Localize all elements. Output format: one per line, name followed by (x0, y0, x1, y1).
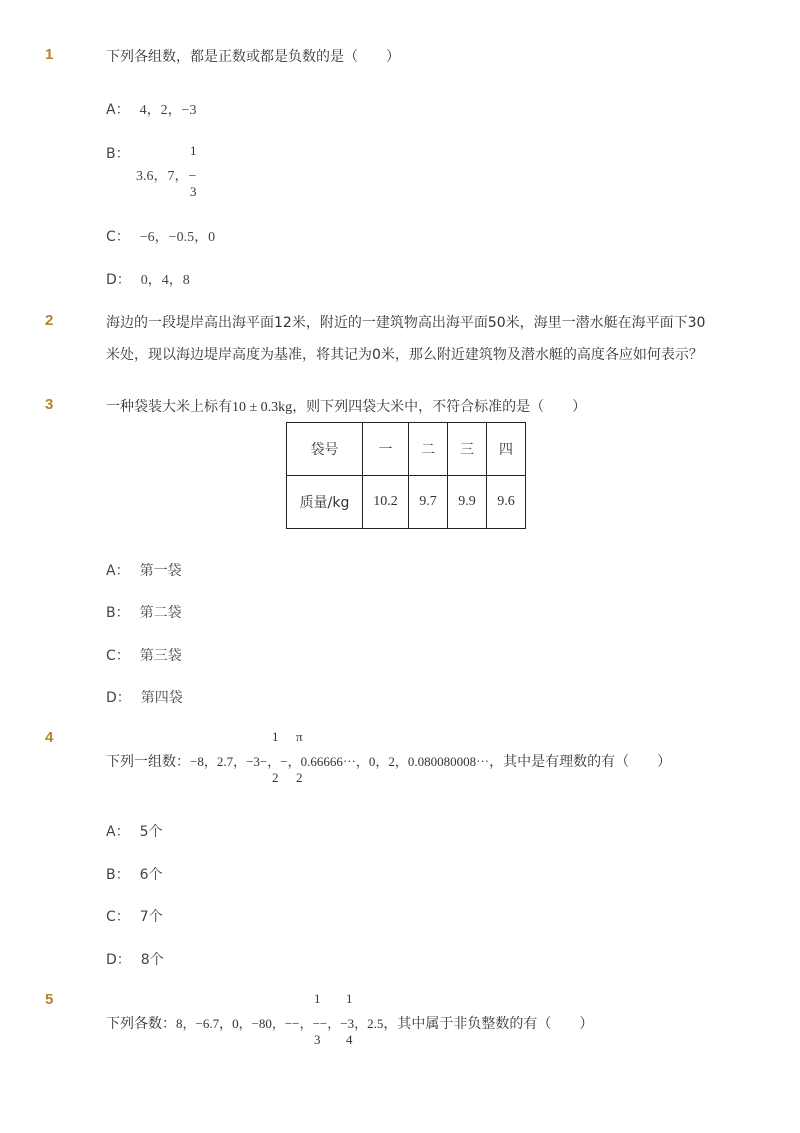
q1-option-b-frac-numerator: 1 (190, 143, 197, 158)
table-cell: 一 (363, 423, 409, 476)
table-cell: 10.2 (363, 476, 409, 529)
stem-math: −8，2.7，−3−，−，0.66666⋯，0，2，0.080080008⋯ (190, 754, 490, 769)
q3-option-b[interactable] (106, 602, 182, 622)
option-label: B： (106, 867, 130, 883)
q1-option-a[interactable] (106, 99, 196, 119)
q4-option-a[interactable] (106, 821, 163, 841)
q1-option-b[interactable] (106, 143, 140, 163)
q5-frac1-denominator: 3 (314, 1032, 321, 1047)
option-value: 7个 (139, 909, 163, 925)
stem-text: 下列各数： (106, 1016, 176, 1032)
option-label: A： (106, 824, 130, 840)
q3-option-a[interactable] (106, 560, 182, 580)
option-label: B： (106, 605, 130, 621)
option-value: −6，−0.5，0 (139, 230, 216, 245)
option-value: 第四袋 (140, 690, 183, 706)
option-value: 0，4，8 (140, 273, 190, 288)
q5-frac2-denominator: 4 (346, 1032, 353, 1047)
option-label: C： (106, 909, 130, 925)
table-cell: 9.9 (448, 476, 487, 529)
table-row (287, 476, 526, 529)
option-value: 4，2，−3 (139, 103, 197, 118)
option-value: 第三袋 (139, 648, 182, 664)
option-value: 5个 (139, 824, 163, 840)
option-label: B： (106, 146, 130, 162)
table-cell: 袋号 (287, 423, 363, 476)
question-3-stem (106, 396, 586, 416)
option-value: 8个 (140, 952, 164, 968)
q1-option-d[interactable] (106, 269, 190, 289)
q3-option-d[interactable] (106, 687, 183, 707)
q1-option-c[interactable] (106, 226, 215, 246)
q1-option-b-value: 3.6，7，− (136, 169, 197, 184)
question-1-number: 1 (45, 46, 54, 63)
stem-text: 一种袋装大米上标有 (106, 399, 232, 415)
option-value: 第二袋 (139, 605, 182, 621)
q4-frac2-denominator: 2 (296, 770, 303, 785)
q5-frac2-numerator: 1 (346, 991, 353, 1006)
option-label: A： (106, 563, 130, 579)
question-4-number: 4 (45, 729, 54, 746)
table-cell: 二 (409, 423, 448, 476)
stem-text: ，其中是有理数的有（ ） (489, 754, 672, 770)
bag-weight-table (286, 422, 526, 529)
q4-frac1-denominator: 2 (272, 770, 279, 785)
question-1-stem: 下列各组数，都是正数或都是负数的是（ ） (106, 49, 400, 65)
q4-option-c[interactable] (106, 906, 163, 926)
stem-text: ，其中属于非负整数的有（ ） (383, 1016, 594, 1032)
table-cell: 9.6 (487, 476, 526, 529)
table-cell: 三 (448, 423, 487, 476)
question-2-stem-line1: 海边的一段堤岸高出海平面12米，附近的一建筑物高出海平面50米，海里一潜水艇在海平面下30 (106, 315, 706, 331)
option-label: D： (106, 690, 131, 706)
question-2-number: 2 (45, 312, 54, 329)
q4-frac2-numerator: π (296, 729, 303, 744)
table-cell: 9.7 (409, 476, 448, 529)
option-label: A： (106, 102, 130, 118)
option-label: C： (106, 229, 130, 245)
q4-option-d[interactable] (106, 949, 164, 969)
q4-frac1-numerator: 1 (272, 729, 279, 744)
q5-frac1-numerator: 1 (314, 991, 321, 1006)
q1-option-b-frac-denominator: 3 (190, 184, 197, 199)
option-value: 第一袋 (139, 563, 182, 579)
option-label: C： (106, 648, 130, 664)
option-value: 6个 (139, 867, 163, 883)
stem-text: ，则下列四袋大米中，不符合标准的是（ ） (292, 399, 587, 415)
question-5-stem (106, 1013, 593, 1033)
question-3-number: 3 (45, 396, 54, 413)
table-cell: 质量/kg (287, 476, 363, 529)
q4-option-b[interactable] (106, 864, 163, 884)
option-label: D： (106, 272, 131, 288)
table-header-row (287, 423, 526, 476)
stem-math: 8，−6.7，0，−80，−−，−−，−3，2.5 (176, 1016, 384, 1031)
question-4-stem (106, 751, 671, 771)
option-label: D： (106, 952, 131, 968)
question-5-number: 5 (45, 991, 54, 1008)
stem-math: 10 ± 0.3kg (232, 400, 293, 415)
question-2-stem-line2: 米处，现以海边堤岸高度为基准，将其记为0米，那么附近建筑物及潜水艇的高度各应如何表示？ (106, 347, 703, 363)
stem-text: 下列一组数： (106, 754, 190, 770)
table-cell: 四 (487, 423, 526, 476)
q3-option-c[interactable] (106, 645, 182, 665)
